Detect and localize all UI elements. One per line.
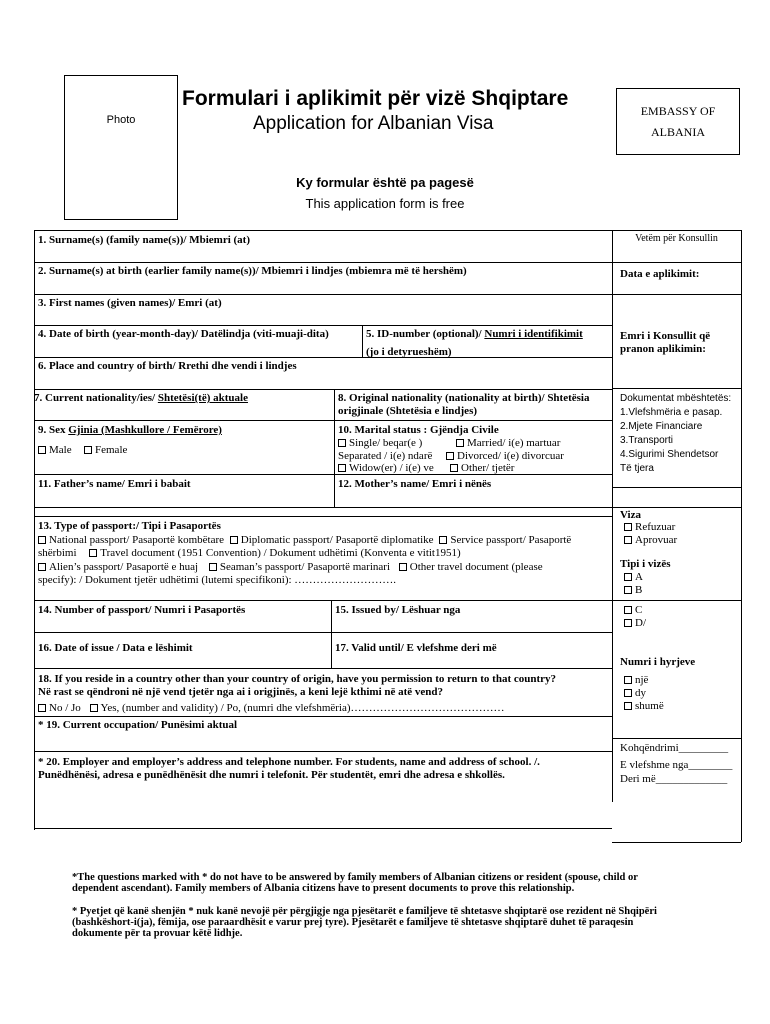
- supporting-doc-4: 4.Sigurimi Shendetsor: [620, 449, 719, 460]
- passport-type-line2: [38, 547, 461, 560]
- visa-type-a-option[interactable]: [624, 571, 643, 584]
- field-15-issued-by[interactable]: 15. Issued by/ Lëshuar nga: [335, 604, 461, 616]
- note-albanian: * Pyetjet që kanë shenjën * nuk kanë nevojë për përgjigje nga pjesëtarët e familjeve të shtetasve shqiptarë ose rezident në Shqipëri (bashkëshort-i(ja), fëmija, ose paraardhësit e varur prej tyre). Pjesëtarët e familjeve të shtetasve shqiptarë duhet të paraqesin dokumente për ta provuar këtë lidhje.: [72, 906, 657, 939]
- visa-type-a-label: A: [635, 571, 643, 583]
- visa-refused-checkbox[interactable]: [624, 523, 632, 531]
- other-document-checkbox[interactable]: [399, 563, 407, 571]
- visa-type-title: Tipi i vizës: [620, 558, 671, 570]
- seaman-passport-label: Seaman’s passport/ Pasaportë marinari: [219, 561, 390, 573]
- other-checkbox[interactable]: [450, 464, 458, 472]
- entry-two-label: dy: [635, 687, 646, 699]
- field-17-valid-until[interactable]: 17. Valid until/ E vlefshme deri më: [335, 642, 497, 654]
- passport-type-line3: [38, 561, 543, 574]
- entry-one-label: një: [635, 674, 649, 686]
- field-7-label: 7. Current nationality/ies/: [34, 392, 156, 404]
- marital-separated-option[interactable]: Separated / i(e) ndarë: [338, 450, 433, 462]
- entry-many-label: shumë: [635, 700, 664, 712]
- field-7-label-underlined: Shtetësi(të) aktuale: [157, 392, 248, 404]
- visa-type-c-label: C: [635, 604, 643, 616]
- field-10-marital-status: 10. Marital status : Gjëndja Civile: [338, 424, 499, 436]
- visa-type-b-checkbox[interactable]: [624, 586, 632, 594]
- field-14-passport-number[interactable]: 14. Number of passport/ Numri i Pasaportës: [38, 604, 246, 616]
- visa-approved-label: Aprovuar: [635, 534, 678, 546]
- divorced-checkbox[interactable]: [446, 452, 454, 460]
- female-checkbox[interactable]: [84, 446, 92, 454]
- field-20-employer[interactable]: * 20. Employer and employer’s address and telephone number. For students, name and address of school. /.: [38, 756, 540, 768]
- visa-approved-option[interactable]: [624, 534, 677, 547]
- field-18-residence-permit-sq: Në rast se qëndroni në një vend tjetër nga ai i origjinës, a keni lejë kthimi në atë vend?: [38, 686, 444, 698]
- field-11-father-name[interactable]: 11. Father’s name/ Emri i babait: [38, 478, 191, 490]
- embassy-box: [616, 88, 740, 155]
- travel-document-checkbox[interactable]: [89, 549, 97, 557]
- service-passport-label-cont: shërbimi: [38, 547, 77, 559]
- field-9-sex: [38, 424, 222, 437]
- visa-refused-label: Refuzuar: [635, 521, 676, 533]
- permit-no-label: No / Jo: [49, 702, 81, 714]
- consul-officer-label: Emri i Konsullit që: [620, 330, 711, 342]
- entry-many-option[interactable]: [624, 700, 664, 713]
- field-9-label-underlined: Gjinia (Mashkullore / Femërore): [68, 424, 222, 436]
- travel-document-label: Travel document (1951 Convention) / Dokument udhëtimi (Konventa e vitit1951): [100, 547, 461, 559]
- widow-checkbox[interactable]: [338, 464, 346, 472]
- consul-officer-label-cont: pranon aplikimin:: [620, 343, 706, 355]
- field-5-label-underlined: Numri i identifikimit: [484, 328, 583, 340]
- field-5-optional: (jo i detyrueshëm): [366, 346, 452, 358]
- visa-type-b-label: B: [635, 584, 643, 596]
- embassy-line1: EMBASSY OF: [640, 104, 716, 118]
- married-checkbox[interactable]: [456, 439, 464, 447]
- field-4-date-of-birth[interactable]: 4. Date of birth (year-month-day)/ Datëlindja (viti-muaji-dita): [38, 328, 329, 340]
- field-9-label: 9. Sex: [38, 424, 66, 436]
- visa-type-a-checkbox[interactable]: [624, 573, 632, 581]
- male-checkbox[interactable]: [38, 446, 46, 454]
- marital-other-option[interactable]: [450, 462, 514, 475]
- application-date-label: Data e aplikimit:: [620, 268, 700, 280]
- field-6-place-of-birth[interactable]: 6. Place and country of birth/ Rrethi dhe vendi i lindjes: [38, 360, 297, 372]
- visa-approved-checkbox[interactable]: [624, 536, 632, 544]
- field-1-surname[interactable]: 1. Surname(s) (family name(s))/ Mbiemri (at): [38, 234, 251, 246]
- field-7-nationality[interactable]: [34, 392, 248, 405]
- alien-passport-label: Alien’s passport/ Pasaportë e huaj: [49, 561, 199, 573]
- visa-type-b-option[interactable]: [624, 584, 642, 597]
- visa-type-c-checkbox[interactable]: [624, 606, 632, 614]
- visa-title: Viza: [620, 509, 641, 521]
- embassy-line2: ALBANIA: [651, 125, 705, 139]
- field-8-original-nationality[interactable]: 8. Original nationality (nationality at birth)/ Shtetësia: [338, 392, 590, 404]
- field-12-mother-name[interactable]: 12. Mother’s name/ Emri i nënës: [338, 478, 492, 490]
- passport-type-line1: [38, 534, 571, 547]
- permit-no-checkbox[interactable]: [38, 704, 46, 712]
- visa-refused-option[interactable]: [624, 521, 675, 534]
- married-label: Married/ i(e) martuar: [467, 437, 561, 449]
- marital-single-option[interactable]: [338, 437, 422, 450]
- service-passport-label: Service passport/ Pasaportë: [450, 534, 572, 546]
- supporting-doc-1: 1.Vlefshmëria e pasap.: [620, 407, 723, 418]
- sex-female-option[interactable]: [84, 444, 127, 457]
- title-english: Application for Albanian Visa: [253, 113, 494, 134]
- service-passport-checkbox[interactable]: [439, 536, 447, 544]
- field-13-passport-type: 13. Type of passport:/ Tipi i Pasaportës: [38, 520, 221, 532]
- permit-yes-label: Yes, (number and validity) / Po, (numri dhe vlefshmëria)……………………………………: [100, 702, 505, 714]
- entry-one-checkbox[interactable]: [624, 676, 632, 684]
- national-passport-checkbox[interactable]: [38, 536, 46, 544]
- female-label: Female: [95, 444, 128, 456]
- alien-passport-checkbox[interactable]: [38, 563, 46, 571]
- diplomatic-passport-checkbox[interactable]: [230, 536, 238, 544]
- free-form-english: This application form is free: [305, 196, 465, 211]
- visa-type-c-option[interactable]: [624, 604, 642, 617]
- valid-from-field[interactable]: E vlefshme nga________: [620, 759, 733, 771]
- visa-type-d-label: D/: [635, 617, 646, 629]
- valid-to-field[interactable]: Deri më_____________: [620, 773, 728, 785]
- field-18-residence-permit: 18. If you reside in a country other than your country of origin, have you permission to return to that country?: [38, 673, 557, 685]
- diplomatic-passport-label: Diplomatic passport/ Pasaportë diplomatike: [240, 534, 434, 546]
- seaman-passport-checkbox[interactable]: [209, 563, 217, 571]
- field-2-surname-at-birth[interactable]: 2. Surname(s) at birth (earlier family name(s))/ Mbiemri i lindjes (mbiemra më të hershëm): [38, 265, 467, 277]
- field-8-original-nationality-cont: origjinale (Shtetësia e lindjes): [338, 405, 478, 417]
- visa-type-d-option[interactable]: [624, 617, 646, 630]
- entry-one-option[interactable]: [624, 674, 648, 687]
- field-5-label: 5. ID-number (optional)/: [366, 328, 482, 340]
- entry-many-checkbox[interactable]: [624, 702, 632, 710]
- supporting-doc-2: 2.Mjete Financiare: [620, 421, 703, 432]
- single-checkbox[interactable]: [338, 439, 346, 447]
- national-passport-label: National passport/ Pasaportë kombëtare: [49, 534, 225, 546]
- single-label: Single/ beqar(e ): [349, 437, 423, 449]
- permit-yes-checkbox[interactable]: [90, 704, 98, 712]
- notes: [72, 872, 670, 939]
- entry-two-checkbox[interactable]: [624, 689, 632, 697]
- supporting-doc-3: 3.Transporti: [620, 435, 673, 446]
- marital-widow-option[interactable]: [338, 462, 434, 475]
- field-16-date-of-issue[interactable]: 16. Date of issue / Data e lëshimit: [38, 642, 193, 654]
- title-albanian: Formulari i aplikimit për vizë Shqiptare: [182, 87, 569, 110]
- note-english: *The questions marked with * do not have to be answered by family members of Albanian citizens or resident (spouse, child or dependent ascendant). Family members of Albania citizens have to present documents to prove this relationship.: [72, 872, 638, 894]
- widow-label: Widow(er) / i(e) ve: [349, 462, 434, 474]
- divorced-label: Divorced/ i(e) divorcuar: [457, 450, 564, 462]
- photo-label: Photo: [106, 114, 136, 126]
- field-19-occupation[interactable]: * 19. Current occupation/ Punësimi aktual: [38, 719, 238, 731]
- residence-permit-options: [38, 702, 505, 715]
- other-label: Other/ tjetër: [461, 462, 515, 474]
- visa-type-d-checkbox[interactable]: [624, 619, 632, 627]
- male-label: Male: [49, 444, 72, 456]
- field-3-first-names[interactable]: 3. First names (given names)/ Emri (at): [38, 297, 222, 309]
- marital-married-option[interactable]: [456, 437, 560, 450]
- duration-field[interactable]: Kohqëndrimi_________: [620, 742, 729, 754]
- other-document-specify[interactable]: specify): / Dokument tjetër udhëtimi (lutemi specifikoni): ……………………….: [38, 574, 397, 586]
- entry-two-option[interactable]: [624, 687, 646, 700]
- field-20-employer-sq: Punëdhënësi, adresa e punëdhënësit dhe numri i telefonit. Për studentët, emri dhe adresa e shkollës.: [38, 769, 505, 781]
- other-document-label: Other travel document (please: [409, 561, 543, 573]
- free-form-albanian: Ky formular është pa pagesë: [296, 175, 474, 190]
- entries-title: Numri i hyrjeve: [620, 656, 696, 668]
- supporting-doc-5: Të tjera: [620, 463, 654, 474]
- sex-male-option[interactable]: [38, 444, 72, 457]
- field-5-id-number[interactable]: [366, 328, 583, 341]
- consul-only-label: Vetëm për Konsullin: [635, 233, 718, 244]
- supporting-docs-title: Dokumentat mbështetës:: [620, 393, 732, 404]
